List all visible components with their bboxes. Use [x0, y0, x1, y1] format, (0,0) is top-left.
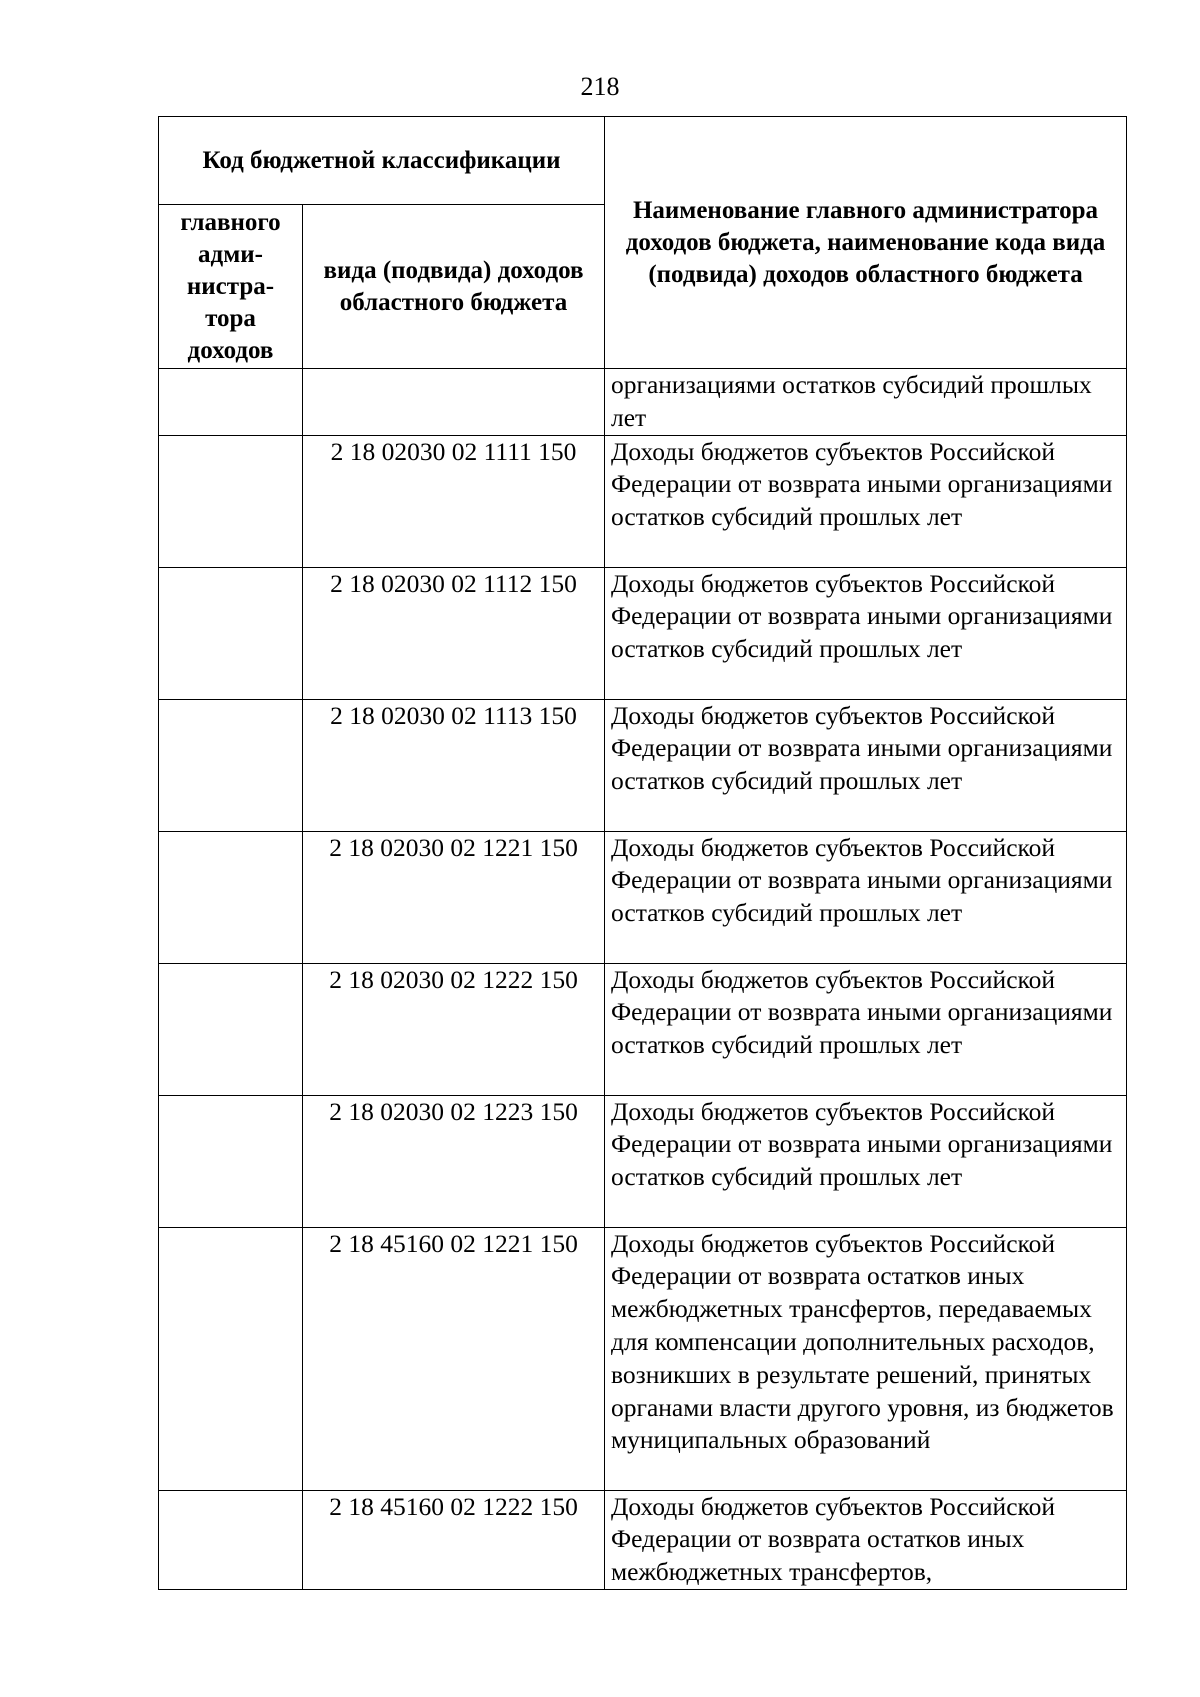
name-cell: Доходы бюджетов субъектов Российской Федерации от возврата остатков иных межбюджетных трансфертов, передаваемых для компенсации дополнительных расходов, возникших в результате решений, принятых органами власти другого уровня, из бюджетов муниципальных образований	[605, 1227, 1127, 1490]
page-number: 218	[580, 72, 620, 101]
code-cell: 2 18 45160 02 1221 150	[303, 1227, 605, 1490]
header-code-column: вида (подвида) доходов областного бюджета	[303, 205, 605, 369]
table-row	[159, 435, 1127, 567]
table-row	[159, 1490, 1127, 1589]
header-group-budget-code: Код бюджетной классификации	[159, 117, 605, 205]
table-row	[159, 831, 1127, 963]
name-cell: организациями остатков субсидий прошлых лет	[605, 369, 1127, 436]
table-row	[159, 699, 1127, 831]
table-row	[159, 1095, 1127, 1227]
code-cell: 2 18 02030 02 1113 150	[303, 699, 605, 831]
admin-cell	[159, 567, 303, 699]
code-cell: 2 18 45160 02 1222 150	[303, 1490, 605, 1589]
name-cell: Доходы бюджетов субъектов Российской Федерации от возврата иными организациями остатков субсидий прошлых лет	[605, 831, 1127, 963]
header-row-1	[159, 117, 1127, 205]
admin-cell	[159, 435, 303, 567]
table-row	[159, 369, 1127, 436]
code-cell: 2 18 02030 02 1223 150	[303, 1095, 605, 1227]
name-cell: Доходы бюджетов субъектов Российской Федерации от возврата иными организациями остатков субсидий прошлых лет	[605, 435, 1127, 567]
table-row	[159, 963, 1127, 1095]
code-cell	[303, 369, 605, 436]
code-cell: 2 18 02030 02 1112 150	[303, 567, 605, 699]
code-cell: 2 18 02030 02 1221 150	[303, 831, 605, 963]
admin-cell	[159, 699, 303, 831]
code-cell: 2 18 02030 02 1111 150	[303, 435, 605, 567]
name-cell: Доходы бюджетов субъектов Российской Федерации от возврата остатков иных межбюджетных трансфертов,	[605, 1490, 1127, 1589]
name-cell: Доходы бюджетов субъектов Российской Федерации от возврата иными организациями остатков субсидий прошлых лет	[605, 699, 1127, 831]
header-admin-column: главного адми- нистра- тора доходов	[159, 205, 303, 369]
name-cell: Доходы бюджетов субъектов Российской Федерации от возврата иными организациями остатков субсидий прошлых лет	[605, 963, 1127, 1095]
admin-cell	[159, 1095, 303, 1227]
table-row	[159, 567, 1127, 699]
admin-cell	[159, 369, 303, 436]
admin-cell	[159, 963, 303, 1095]
name-cell: Доходы бюджетов субъектов Российской Федерации от возврата иными организациями остатков субсидий прошлых лет	[605, 1095, 1127, 1227]
code-cell: 2 18 02030 02 1222 150	[303, 963, 605, 1095]
header-name-column: Наименование главного администратора доходов бюджета, наименование кода вида (подвида) доходов областного бюджета	[605, 117, 1127, 369]
budget-classification-table	[158, 116, 1127, 1590]
admin-cell	[159, 1490, 303, 1589]
table-row	[159, 1227, 1127, 1490]
admin-cell	[159, 1227, 303, 1490]
name-cell: Доходы бюджетов субъектов Российской Федерации от возврата иными организациями остатков субсидий прошлых лет	[605, 567, 1127, 699]
admin-cell	[159, 831, 303, 963]
